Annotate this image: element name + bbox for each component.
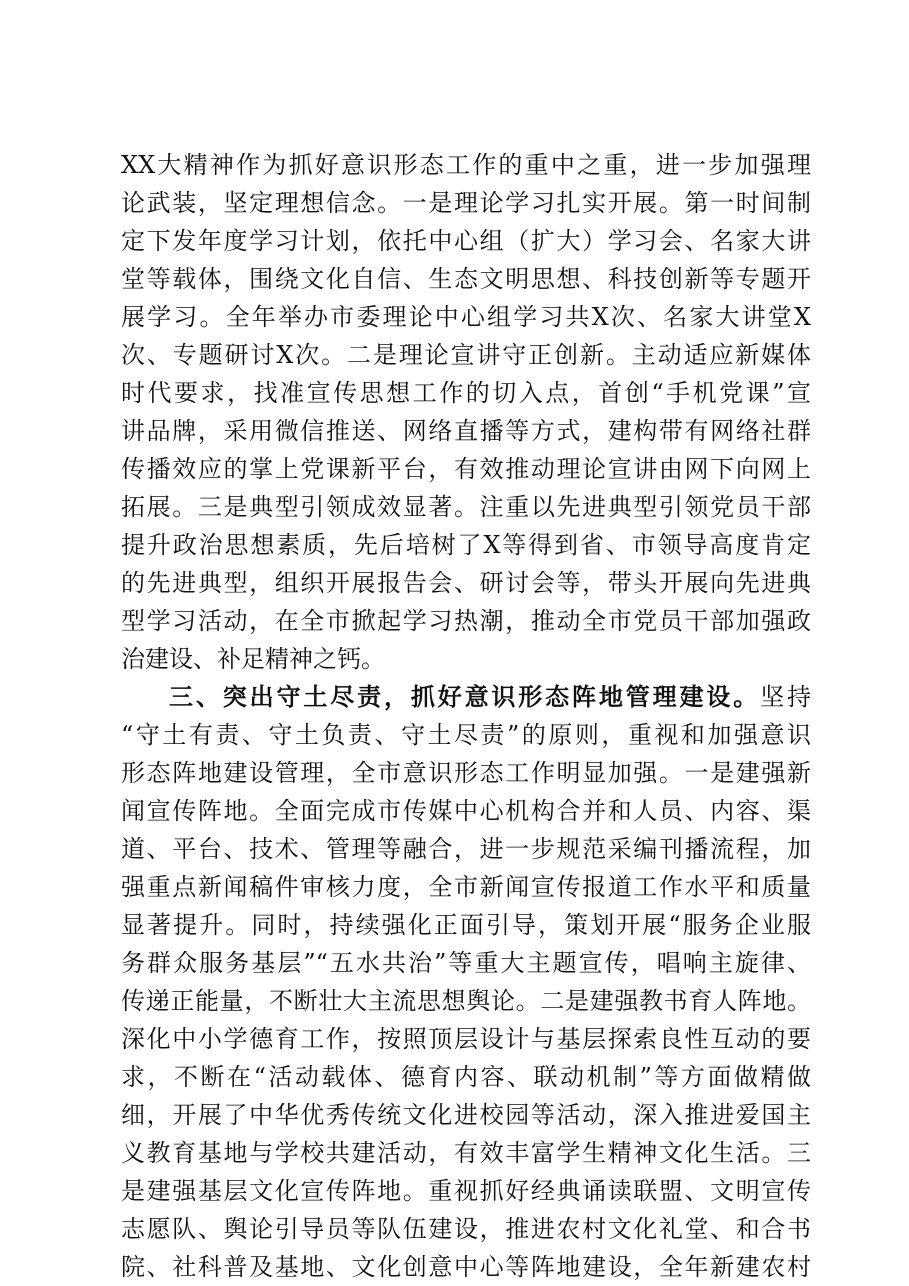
paragraph-theory-study bbox=[121, 146, 811, 678]
text-line: 堂等载体，围绕文化自信、生态文明思想、科技创新等专题开 bbox=[121, 265, 811, 293]
text-line: “守土有责、守土负责、守土尽责”的原则，重视和加强意识 bbox=[121, 721, 811, 749]
text-line: 讲品牌，采用微信推送、网络直播等方式，建构带有网络社群 bbox=[121, 417, 811, 445]
text-line: 义教育基地与学校共建活动，有效丰富学生精神文化生活。三 bbox=[121, 1139, 811, 1167]
text-line: 显著提升。同时，持续强化正面引导，策划开展“服务企业服 bbox=[121, 911, 811, 939]
text-line: 传递正能量，不断壮大主流思想舆论。二是建强教书育人阵地。 bbox=[121, 987, 811, 1015]
section-heading: 三、突出守土尽责，抓好意识形态阵地管理建设。 bbox=[169, 682, 761, 711]
text-line: 志愿队、舆论引导员等队伍建设，推进农村文化礼堂、和合书 bbox=[121, 1215, 811, 1243]
text-line: 治建设、补足精神之钙。 bbox=[121, 645, 385, 673]
section-heading-line bbox=[121, 678, 811, 716]
text-line: 形态阵地建设管理，全市意识形态工作明显加强。一是建强新 bbox=[121, 759, 811, 787]
text-line: XX大精神作为抓好意识形态工作的重中之重，进一步加强理 bbox=[121, 151, 811, 179]
text-line: 是建强基层文化宣传阵地。重视抓好经典诵读联盟、文明宣传 bbox=[121, 1177, 811, 1205]
text-line: 型学习活动，在全市掀起学习热潮，推动全市党员干部加强政 bbox=[121, 607, 811, 635]
text-line: 展学习。全年举办市委理论中心组学习共X次、名家大讲堂X bbox=[121, 303, 811, 331]
text-line: 道、平台、技术、管理等融合，进一步规范采编刊播流程，加 bbox=[121, 835, 811, 863]
paragraph-position-management bbox=[121, 678, 811, 1286]
text-line: 拓展。三是典型引领成效显著。注重以先进典型引领党员干部 bbox=[121, 493, 811, 521]
text-line: 次、专题研讨X次。二是理论宣讲守正创新。主动适应新媒体 bbox=[121, 341, 811, 369]
heading-tail-text: 坚持 bbox=[760, 683, 812, 711]
text-line: 提升政治思想素质，先后培树了X等得到省、市领导高度肯定 bbox=[121, 531, 811, 559]
text-line: 院、社科普及基地、文化创意中心等阵地建设，全年新建农村 bbox=[121, 1253, 811, 1281]
text-line: 闻宣传阵地。全面完成市传媒中心机构合并和人员、内容、渠 bbox=[121, 797, 811, 825]
text-line: 深化中小学德育工作，按照顶层设计与基层探索良性互动的要 bbox=[121, 1025, 811, 1053]
text-line: 务群众服务基层”“五水共治”等重大主题宣传，唱响主旋律、 bbox=[121, 949, 811, 977]
document-body bbox=[121, 146, 811, 1286]
text-line: 传播效应的掌上党课新平台，有效推动理论宣讲由网下向网上 bbox=[121, 455, 811, 483]
text-line: 时代要求，找准宣传思想工作的切入点，首创“手机党课”宣 bbox=[121, 379, 811, 407]
text-line: 强重点新闻稿件审核力度，全市新闻宣传报道工作水平和质量 bbox=[121, 873, 811, 901]
text-line: 的先进典型，组织开展报告会、研讨会等，带头开展向先进典 bbox=[121, 569, 811, 597]
text-line: 定下发年度学习计划，依托中心组（扩大）学习会、名家大讲 bbox=[121, 227, 811, 255]
text-line: 论武装，坚定理想信念。一是理论学习扎实开展。第一时间制 bbox=[121, 189, 811, 217]
text-line: 细，开展了中华优秀传统文化进校园等活动，深入推进爱国主 bbox=[121, 1101, 811, 1129]
text-line: 求，不断在“活动载体、德育内容、联动机制”等方面做精做 bbox=[121, 1063, 811, 1091]
